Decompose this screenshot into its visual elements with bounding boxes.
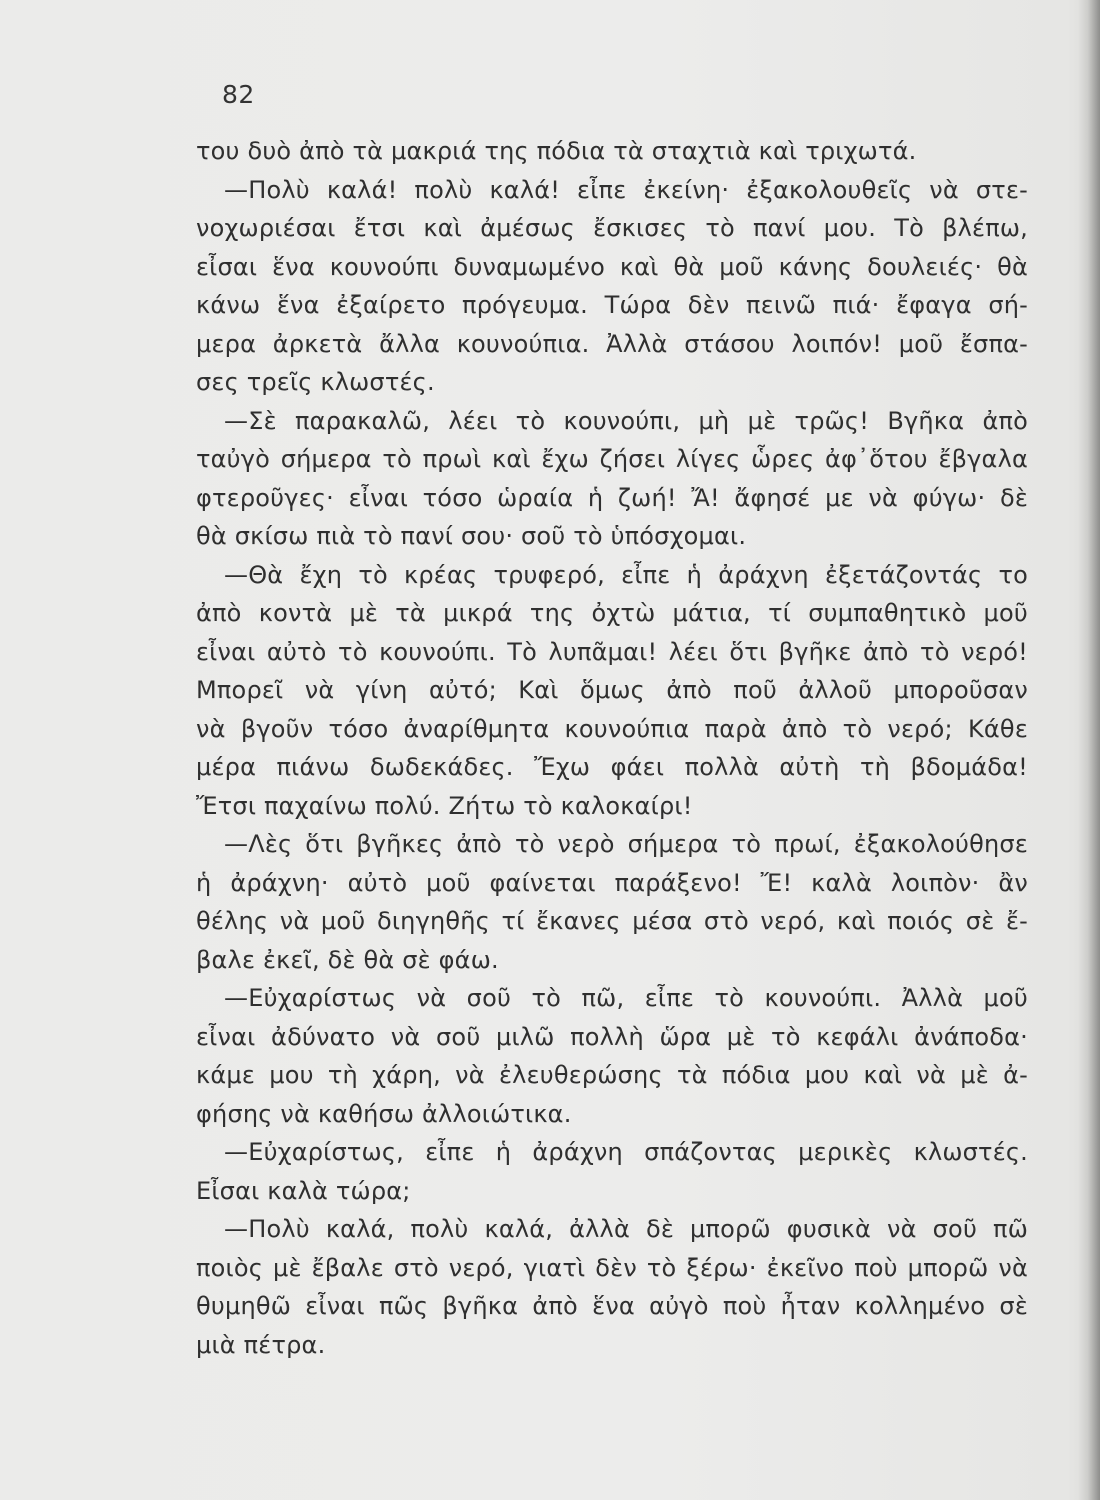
text-line: —Εὐχαρίστως νὰ σοῦ τὸ πῶ, εἶπε τὸ κουνούπι. Ἀλλὰ μοῦ: [224, 984, 1028, 1012]
text-line: μιὰ πέτρα.: [196, 1330, 326, 1359]
text-line: —Θὰ ἔχη τὸ κρέας τρυφερό, εἶπε ἡ ἀράχνη ἐξετάζοντάς το: [224, 560, 1028, 589]
text-line: εἶσαι ἕνα κουνούπι δυναμωμένο καὶ θὰ μοῦ κάνης δουλειές· θὰ: [196, 252, 1028, 281]
text-line: εἶναι αὐτὸ τὸ κουνούπι. Τὸ λυπᾶμαι! λέει ὅτι βγῆκε ἀπὸ τὸ νερό!: [196, 637, 1028, 666]
text-line: κάνω ἕνα ἐξαίρετο πρόγευμα. Τώρα δὲν πεινῶ πιά· ἔφαγα σή-: [196, 291, 1028, 319]
text-line: ἡ ἀράχνη· αὐτὸ μοῦ φαίνεται παράξενο! Ἔ! καλὰ λοιπὸν· ἂν: [196, 868, 1028, 897]
text-line: θέλης νὰ μοῦ διηγηθῆς τί ἔκανες μέσα στὸ νερό, καὶ ποιός σὲ ἔ-: [196, 907, 1028, 935]
text-line: μερα ἀρκετὰ ἄλλα κουνούπια. Ἀλλὰ στάσου λοιπόν! μοῦ ἔσπα-: [196, 329, 1028, 358]
text-line: ποιὸς μὲ ἔβαλε στὸ νερό, γιατὶ δὲν τὸ ξέρω· ἐκεῖνο ποὺ μπορῶ νὰ: [196, 1253, 1028, 1282]
page-spine-shadow: [1078, 0, 1100, 1500]
page-number: 82: [222, 80, 255, 109]
text-line: βαλε ἐκεῖ, δὲ θὰ σὲ φάω.: [196, 945, 499, 974]
text-line: θὰ σκίσω πιὰ τὸ πανί σου· σοῦ τὸ ὑπόσχομαι.: [196, 522, 747, 550]
text-line: Εἶσαι καλὰ τώρα;: [196, 1176, 411, 1205]
text-line: νὰ βγοῦν τόσο ἀναρίθμητα κουνούπια παρὰ ἀπὸ τὸ νερό; Κάθε: [196, 714, 1028, 743]
body-text: [196, 132, 1028, 1364]
text-line: σες τρεῖς κλωστές.: [196, 368, 435, 396]
text-line: Ἔτσι παχαίνω πολύ. Ζήτω τὸ καλοκαίρι!: [196, 791, 693, 820]
text-line: μέρα πιάνω δωδεκάδες. Ἔχω φάει πολλὰ αὐτὴ τὴ βδομάδα!: [196, 753, 1028, 781]
text-line: —Σὲ παρακαλῶ, λέει τὸ κουνούπι, μὴ μὲ τρῶς! Βγῆκα ἀπὸ: [224, 406, 1028, 435]
text-line: του δυὸ ἀπὸ τὰ μακριά της πόδια τὰ σταχτιὰ καὶ τριχωτά.: [196, 137, 917, 165]
text-line: —Πολὺ καλά! πολὺ καλά! εἶπε ἐκείνη· ἐξακολουθεῖς νὰ στε-: [224, 175, 1028, 204]
text-line: ταὐγὸ σήμερα τὸ πρωὶ καὶ ἔχω ζήσει λίγες ὧρες ἀφ᾽ὅτου ἔβγαλα: [196, 445, 1028, 473]
text-line: νοχωριέσαι ἔτσι καὶ ἀμέσως ἔσκισες τὸ πανί μου. Τὸ βλέπω,: [196, 214, 1028, 242]
text-line: —Πολὺ καλά, πολὺ καλά, ἀλλὰ δὲ μπορῶ φυσικὰ νὰ σοῦ πῶ: [224, 1215, 1028, 1243]
text-line: εἶναι ἀδύνατο νὰ σοῦ μιλῶ πολλὴ ὥρα μὲ τὸ κεφάλι ἀνάποδα·: [196, 1022, 1028, 1051]
text-line: κάμε μου τὴ χάρη, νὰ ἐλευθερώσης τὰ πόδια μου καὶ νὰ μὲ ἀ-: [196, 1061, 1028, 1089]
text-line: —Εὐχαρίστως, εἶπε ἡ ἀράχνη σπάζοντας μερικὲς κλωστές.: [224, 1138, 1028, 1166]
text-line: φήσης νὰ καθήσω ἀλλοιώτικα.: [196, 1099, 572, 1128]
text-line: φτεροῦγες· εἶναι τόσο ὡραία ἡ ζωή! Ἄ! ἄφησέ με νὰ φύγω· δὲ: [196, 483, 1028, 512]
text-line: ἀπὸ κοντὰ μὲ τὰ μικρά της ὀχτὼ μάτια, τί συμπαθητικὸ μοῦ: [196, 599, 1028, 627]
text-line: Μπορεῖ νὰ γίνη αὐτό; Καὶ ὅμως ἀπὸ ποῦ ἀλλοῦ μποροῦσαν: [196, 676, 1028, 704]
text-line: θυμηθῶ εἶναι πῶς βγῆκα ἀπὸ ἕνα αὐγὸ ποὺ ἦταν κολλημένο σὲ: [196, 1292, 1028, 1320]
text-line: —Λὲς ὅτι βγῆκες ἀπὸ τὸ νερὸ σήμερα τὸ πρωί, ἐξακολούθησε: [224, 830, 1028, 858]
